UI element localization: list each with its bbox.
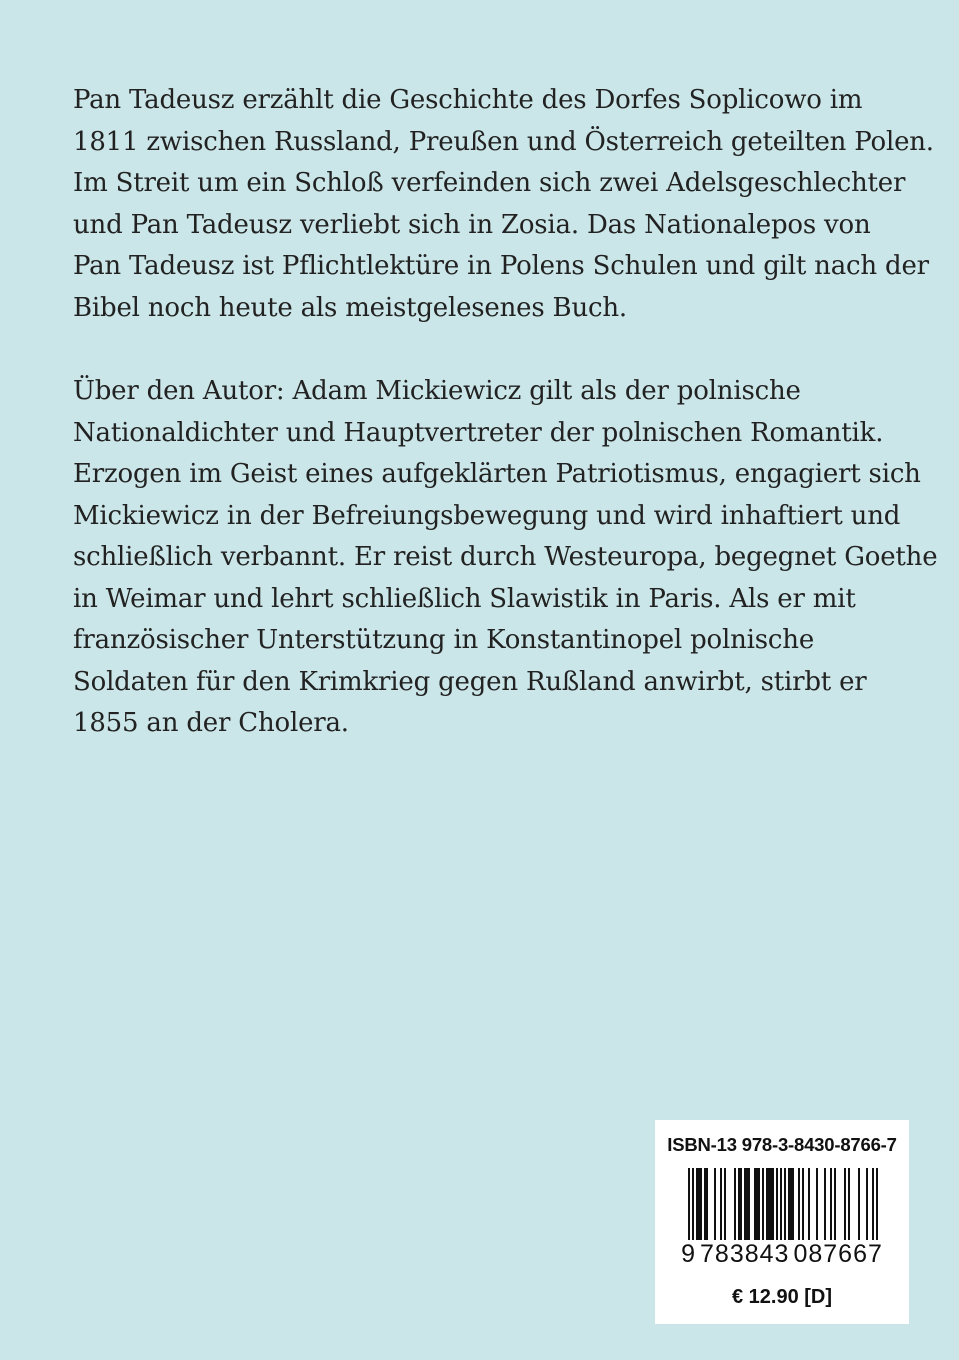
barcode-bar [720,1168,722,1248]
barcode-bar [746,1168,748,1248]
text-line: Pan Tadeusz erzählt die Geschichte des Dorfes Soplicowo im [73,85,863,115]
text-line: Nationaldichter und Hauptvertreter der polnischen Romantik. [73,417,884,448]
barcode-bar [700,1168,702,1248]
barcode-bar [734,1168,736,1248]
author-bio-paragraph [73,371,938,745]
barcode-bar [798,1168,800,1248]
barcode-bar [738,1168,740,1248]
barcode-bar [772,1168,774,1248]
barcode-bar [696,1168,698,1248]
text-line: in Weimar und lehrt schließlich Slawistik in Paris. Als er mit [73,583,856,614]
barcode-digit-first: 9 [681,1240,697,1268]
text-line: Über den Autor: Adam Mickiewicz gilt als der polnische [73,376,801,406]
barcode-bar [824,1168,826,1248]
barcode-bar [808,1168,810,1248]
text-line: und Pan Tadeusz verliebt sich in Zosia. Das Nationalepos von [73,209,871,240]
barcode-bar [758,1168,760,1248]
text-line: Mickiewicz in der Befreiungsbewegung und wird inhaftiert und [73,500,901,531]
barcode-bar [744,1168,746,1248]
text-line: Bibel noch heute als meistgelesenes Buch. [73,292,627,323]
barcode-digits-left: 783843 [700,1240,790,1268]
barcode-box [655,1120,909,1324]
text-line: Im Streit um ein Schloß verfeinden sich zwei Adelsgeschlechter [73,168,906,198]
barcode-bar [844,1168,846,1248]
barcode-bar [802,1168,804,1248]
barcode-bar [754,1168,756,1248]
barcode-digits-right: 087667 [793,1240,883,1268]
barcode-bar [776,1168,778,1248]
barcode-bar [766,1168,768,1248]
paragraph-spacer [73,329,903,371]
text-line: schließlich verbannt. Er reist durch Westeuropa, begegnet Goethe [73,542,938,572]
barcode-bar [858,1168,860,1248]
text-line: Soldaten für den Krimkrieg gegen Rußland anwirbt, stirbt er [73,666,867,697]
barcode-bar [848,1168,850,1248]
back-cover-blurb [73,80,938,745]
barcode-bar [788,1168,790,1248]
text-line: Pan Tadeusz ist Pflichtlektüre in Polens Schulen und gilt nach der [73,251,929,281]
barcode-digits [655,1240,909,1269]
isbn-label: ISBN-13 978-3-8430-8766-7 [667,1134,897,1155]
barcode-bar [698,1168,700,1248]
price-label: € 12.90 [D] [731,1286,833,1308]
text-line: 1811 zwischen Russland, Preußen und Österreich geteilten Polen. [73,126,934,157]
synopsis-paragraph [73,80,934,329]
barcode-bar [830,1168,832,1248]
barcode-bar [792,1168,794,1248]
barcode-bar [748,1168,750,1248]
barcode-bar [762,1168,764,1248]
barcode-bar [816,1168,818,1248]
text-line: Erzogen im Geist eines aufgeklärten Patriotismus, engagiert sich [73,459,921,489]
text-line: 1855 an der Cholera. [73,708,349,738]
barcode-bar [790,1168,792,1248]
barcode-bar [756,1168,758,1248]
text-line: französischer Unterstützung in Konstantinopel polnische [73,625,815,655]
barcode-bar [724,1168,726,1248]
barcode-bar [770,1168,772,1248]
barcode-bar [714,1168,716,1248]
barcode-bar [768,1168,770,1248]
barcode-bar [866,1168,868,1248]
barcode-bar [706,1168,708,1248]
barcode-bar [834,1168,836,1248]
barcode-bar [740,1168,742,1248]
barcode-bar [704,1168,706,1248]
